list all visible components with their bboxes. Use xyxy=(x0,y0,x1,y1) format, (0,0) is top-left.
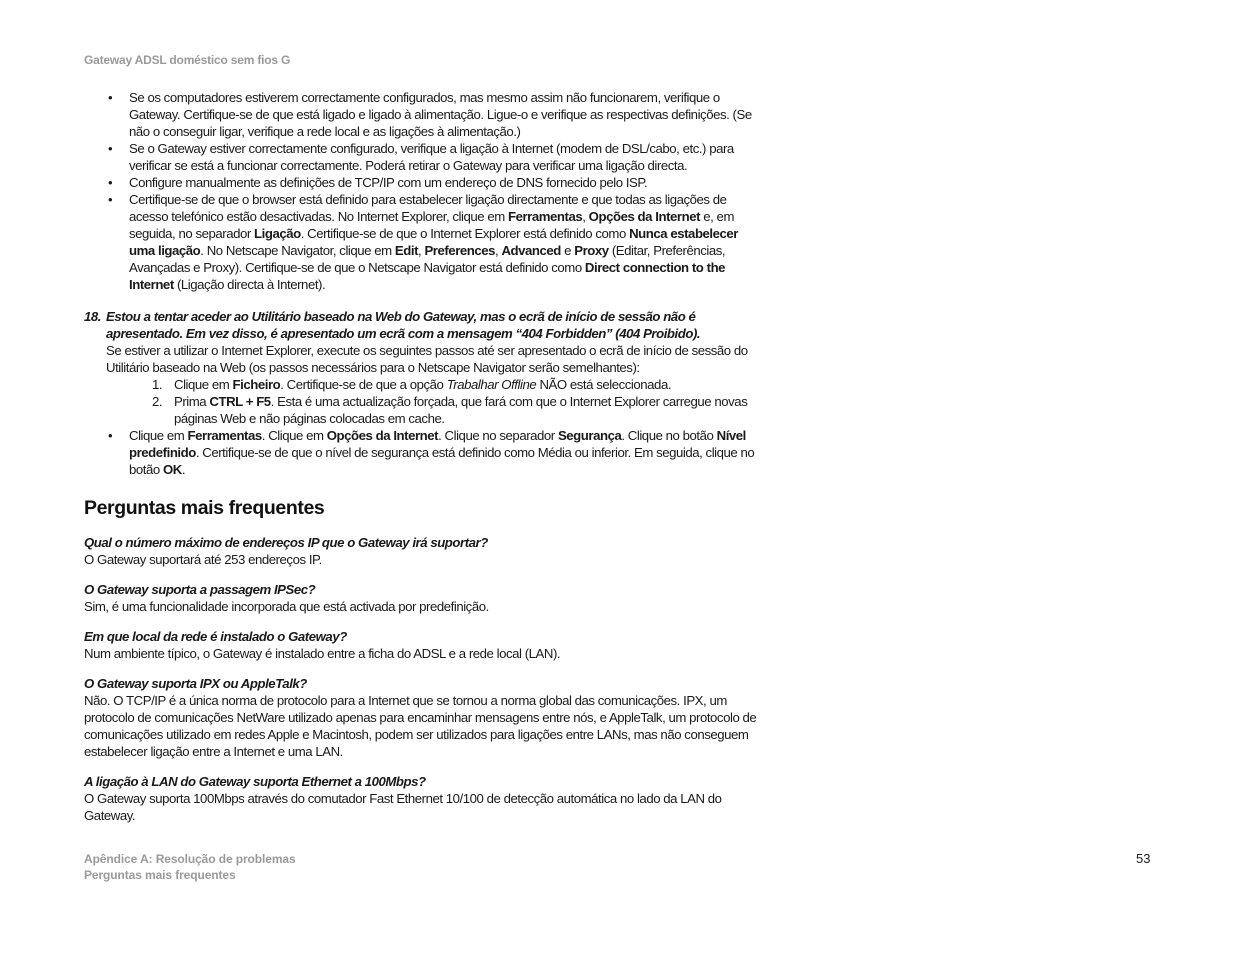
bold-term: Ferramentas xyxy=(508,209,583,224)
bold-term: Direct connection to the Internet xyxy=(129,260,726,292)
bold-term: Edit xyxy=(394,243,419,258)
text-run: . Clique no botão xyxy=(621,428,717,443)
question-18 xyxy=(84,308,760,478)
faq-item xyxy=(84,534,760,568)
text-run: . Clique em xyxy=(261,428,327,443)
step-text xyxy=(174,377,671,392)
footer-section: Perguntas mais frequentes xyxy=(84,868,236,882)
bold-term: OK xyxy=(162,462,182,477)
bold-term: Opções da Internet xyxy=(326,428,439,443)
text-run: e, em seguida, no separador xyxy=(129,209,734,241)
faq-item xyxy=(84,675,760,760)
text-run: Se os computadores estiverem correctamente configurados, mas mesmo assim não funcionarem, verifique o Gateway. Certifique-se de que está ligado e ligado à alimentação. Ligue-o e verifique as respectivas definições. (Se não o conseguir ligar, verifique a rede local e as ligações à alimentação.) xyxy=(129,90,752,139)
bullet-item xyxy=(84,191,760,293)
question-18-heading: Estou a tentar aceder ao Utilitário baseado na Web do Gateway, mas o ecrã de início de sessão não é apresentado. Em vez disso, é apresentado um ecrã com a mensagem “404 Forbidden” (404 Proibido). xyxy=(106,309,701,341)
step-item xyxy=(106,376,760,393)
faq-answer: Sim, é uma funcionalidade incorporada que está activada por predefinição. xyxy=(84,599,489,614)
steps-list xyxy=(106,376,760,427)
faq-answer: O Gateway suporta 100Mbps através do comutador Fast Ethernet 10/100 de detecção automática no lado da LAN do Gateway. xyxy=(84,791,722,823)
bullet-item xyxy=(106,427,760,478)
bold-term: Opções da Internet xyxy=(588,209,701,224)
text-run: . No Netscape Navigator, clique em xyxy=(200,243,395,258)
bullet-item xyxy=(84,89,760,140)
bold-term: Segurança xyxy=(557,428,622,443)
bold-term: Preferences xyxy=(424,243,496,258)
text-run: . Certifique-se de que o nível de segurança está definido como Média ou inferior. Em seguida, clique no botão xyxy=(129,445,755,477)
text-run: Prima xyxy=(174,394,210,409)
bold-term: Proxy xyxy=(574,243,609,258)
italic-term: Trabalhar Offline xyxy=(446,377,537,392)
text-run: , xyxy=(418,243,425,258)
text-run: . Clique no separador xyxy=(438,428,558,443)
bold-term: Advanced xyxy=(501,243,561,258)
bold-term: Ferramentas xyxy=(187,428,262,443)
bold-term: Nunca estabelecer uma ligação xyxy=(129,226,738,258)
text-run: e xyxy=(560,243,575,258)
question-number: 18. xyxy=(84,309,101,324)
bullet-item xyxy=(84,174,760,191)
question-18-intro: Se estiver a utilizar o Internet Explorer, execute os seguintes passos até ser apresentado o ecrã de início de sessão do Utilitário baseado na Web (os passos necessários para o Netscape Navigator serão semelhantes): xyxy=(106,343,748,375)
troubleshooting-bullet-list xyxy=(84,89,760,293)
text-run: Certifique-se de que o browser está definido para estabelecer ligação directamente e que todas as ligações de acesso telefónico estão desactivadas. No Internet Explorer, clique em xyxy=(129,192,727,224)
faq-item xyxy=(84,773,760,824)
bold-term: Ligação xyxy=(254,226,301,241)
text-run: NÃO está seleccionada. xyxy=(536,377,672,392)
faq-question: O Gateway suporta IPX ou AppleTalk? xyxy=(84,676,307,691)
main-content xyxy=(84,89,760,824)
step-number: 1. xyxy=(152,377,163,392)
footer-chapter: Apêndice A: Resolução de problemas xyxy=(84,852,296,866)
faq-section-title: Perguntas mais frequentes xyxy=(84,497,325,519)
step-text xyxy=(174,394,747,426)
step-item xyxy=(106,393,760,427)
faq-answer: Não. O TCP/IP é a única norma de protocolo para a Internet que se tornou a norma global das comunicações. IPX, um protocolo de comunicações NetWare utilizado apenas para encaminhar mensagens entre nós, e AppleTalk, um protocolo de comunicações utilizado em redes Apple e Macintosh, podem ser utilizados para ligações entre LANs, mas não conseguem estabelecer ligação entre a Internet e uma LAN. xyxy=(84,693,757,759)
text-run: Clique em xyxy=(174,377,233,392)
faq-question: A ligação à LAN do Gateway suporta Ethernet a 100Mbps? xyxy=(84,774,426,789)
page-number: 53 xyxy=(1136,851,1151,866)
faq-question: Em que local da rede é instalado o Gateway? xyxy=(84,629,347,644)
text-run: , xyxy=(582,209,589,224)
faq-question: O Gateway suporta a passagem IPSec? xyxy=(84,582,316,597)
faq-item xyxy=(84,628,760,662)
faq-answer: O Gateway suportará até 253 endereços IP. xyxy=(84,552,322,567)
text-run: . Certifique-se de que a opção xyxy=(280,377,447,392)
bullet-item xyxy=(84,140,760,174)
text-run: Clique em xyxy=(129,428,188,443)
page-header: Gateway ADSL doméstico sem fios G xyxy=(84,53,291,67)
bold-term: CTRL + F5 xyxy=(209,394,271,409)
text-run: Se o Gateway estiver correctamente configurado, verifique a ligação à Internet (modem de DSL/cabo, etc.) para verificar se está a funcionar correctamente. Poderá retirar o Gateway para verificar uma ligação directa. xyxy=(129,141,734,173)
faq-item xyxy=(84,581,760,615)
faq-question: Qual o número máximo de endereços IP que o Gateway irá suportar? xyxy=(84,535,488,550)
text-run: . Certifique-se de que o Internet Explorer está definido como xyxy=(300,226,630,241)
bold-term: Nível predefinido xyxy=(129,428,746,460)
step-number: 2. xyxy=(152,394,163,409)
text-run: (Editar, Preferências, Avançadas e Proxy). Certifique-se de que o Netscape Navigator está definido como xyxy=(129,243,726,275)
page-footer xyxy=(84,851,296,883)
text-run: (Ligação directa à Internet). xyxy=(173,277,326,292)
text-run: Configure manualmente as definições de TCP/IP com um endereço de DNS fornecido pelo ISP. xyxy=(129,175,648,190)
text-run: , xyxy=(495,243,502,258)
security-bullet-list xyxy=(106,427,760,478)
faq-answer: Num ambiente típico, o Gateway é instalado entre a ficha do ADSL e a rede local (LAN). xyxy=(84,646,561,661)
bold-term: Ficheiro xyxy=(232,377,281,392)
text-run: . xyxy=(181,462,186,477)
text-run: . Esta é uma actualização forçada, que fará com que o Internet Explorer carregue novas páginas Web e não páginas colocadas em cache. xyxy=(174,394,748,426)
